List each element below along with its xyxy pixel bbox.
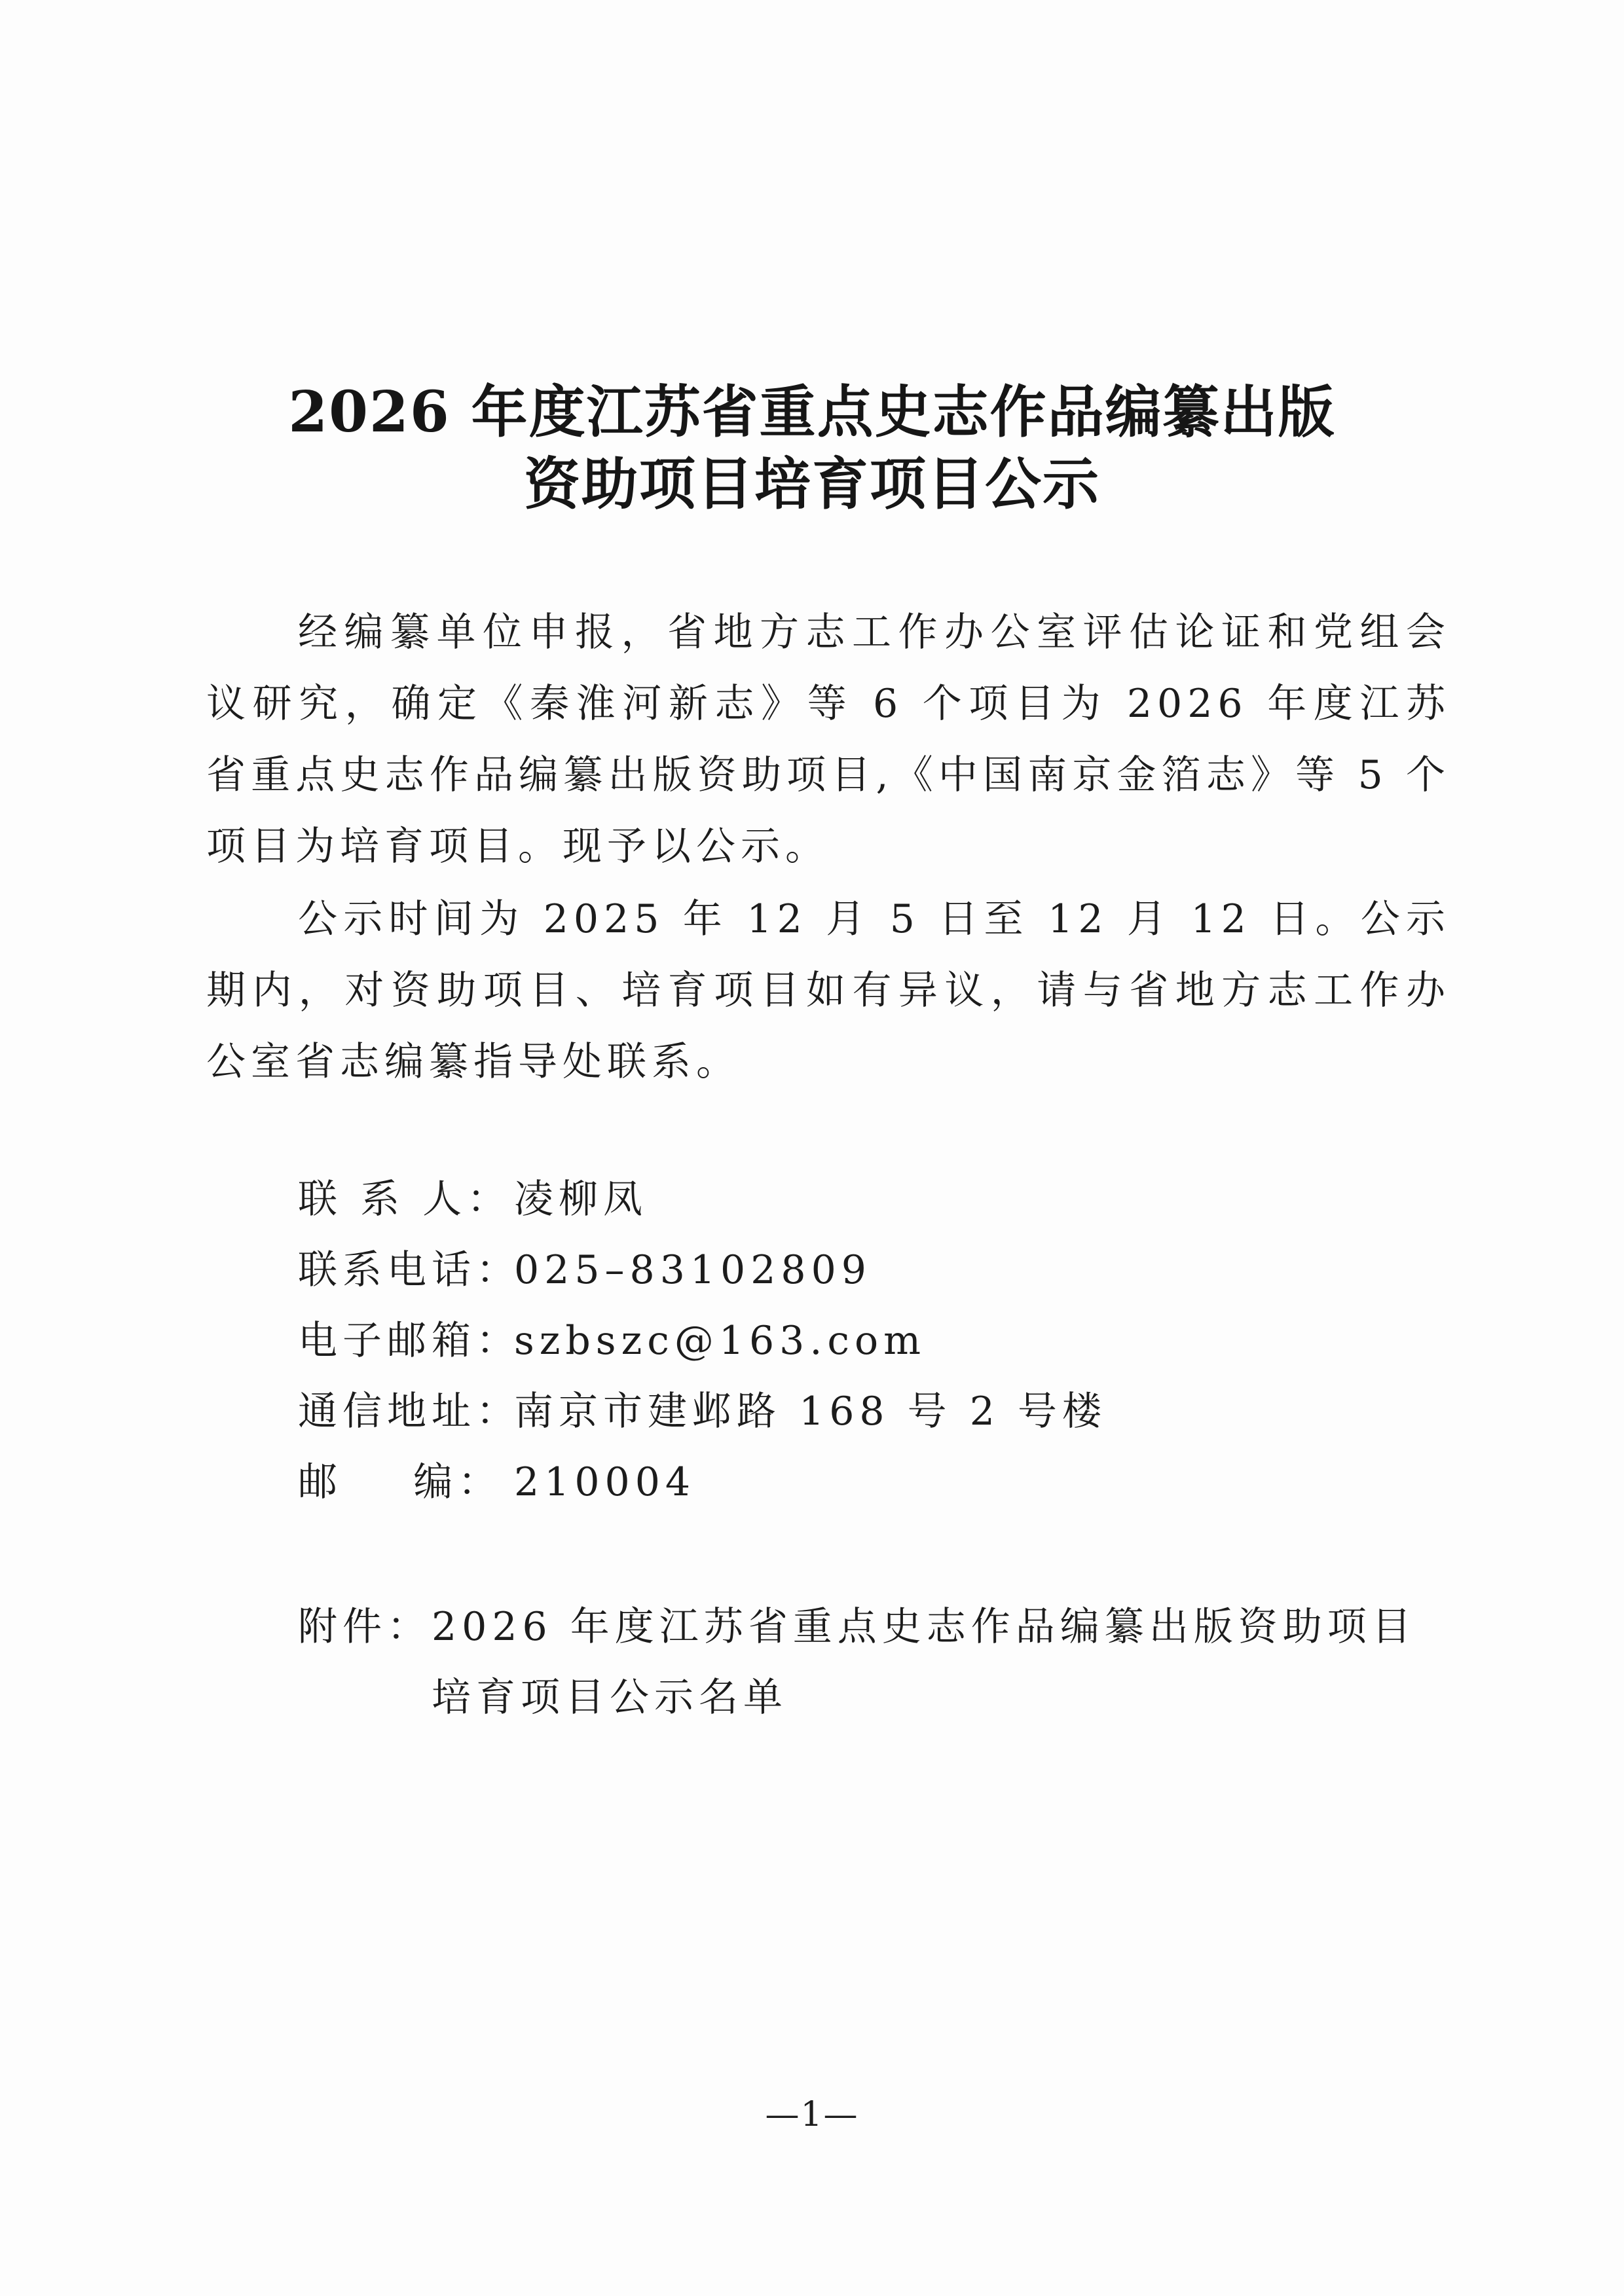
contact-person-row — [298, 1164, 1411, 1235]
contact-address-label: 通信地址： — [298, 1389, 521, 1434]
contact-phone-value: 025–83102809 — [514, 1247, 872, 1293]
attachment-note — [298, 1592, 1450, 1733]
contact-email-label: 电子邮箱： — [298, 1318, 521, 1364]
contact-postcode-label: 邮 编： — [298, 1459, 503, 1505]
contact-address-row — [298, 1376, 1411, 1447]
attachment-label: 附件： — [298, 1604, 432, 1650]
body-paragraph-2: 公示时间为 2025 年 12 月 5 日至 12 月 12 日。公示期内，对资助项目、培育项目如有异议，请与省地方志工作办公室省志编纂指导处联系。 — [206, 896, 1450, 1085]
page-number: —1— — [765, 2095, 859, 2134]
document-title-line-2: 资助项目培育项目公示 — [524, 451, 1100, 517]
document-title-line-1: 2026 年度江苏省重点史志作品编纂出版 — [288, 379, 1336, 445]
contact-person-value: 凌柳凤 — [514, 1176, 648, 1222]
contact-address-value: 南京市建邺路 168 号 2 号楼 — [514, 1389, 1107, 1434]
contact-person-label: 联 系 人： — [298, 1176, 512, 1222]
contact-postcode-value: 210004 — [514, 1459, 696, 1505]
contact-phone-label: 联系电话： — [298, 1247, 521, 1293]
contact-phone-row — [298, 1235, 1411, 1305]
contact-block — [298, 1164, 1411, 1518]
body-paragraph-1: 经编纂单位申报，省地方志工作办公室评估论证和党组会议研究，确定《秦淮河新志》等 6 个项目为 2026 年度江苏省重点史志作品编纂出版资助项目,《中国南京金箔志》等 5 个项目为培育项目。现予以公示。 — [206, 610, 1450, 869]
contact-email-row — [298, 1305, 1411, 1376]
contact-email-value: szbszc@163.com — [514, 1318, 927, 1364]
attachment-text: 2026 年度江苏省重点史志作品编纂出版资助项目培育项目公示名单 — [432, 1604, 1416, 1721]
contact-postcode-row — [298, 1447, 1411, 1518]
